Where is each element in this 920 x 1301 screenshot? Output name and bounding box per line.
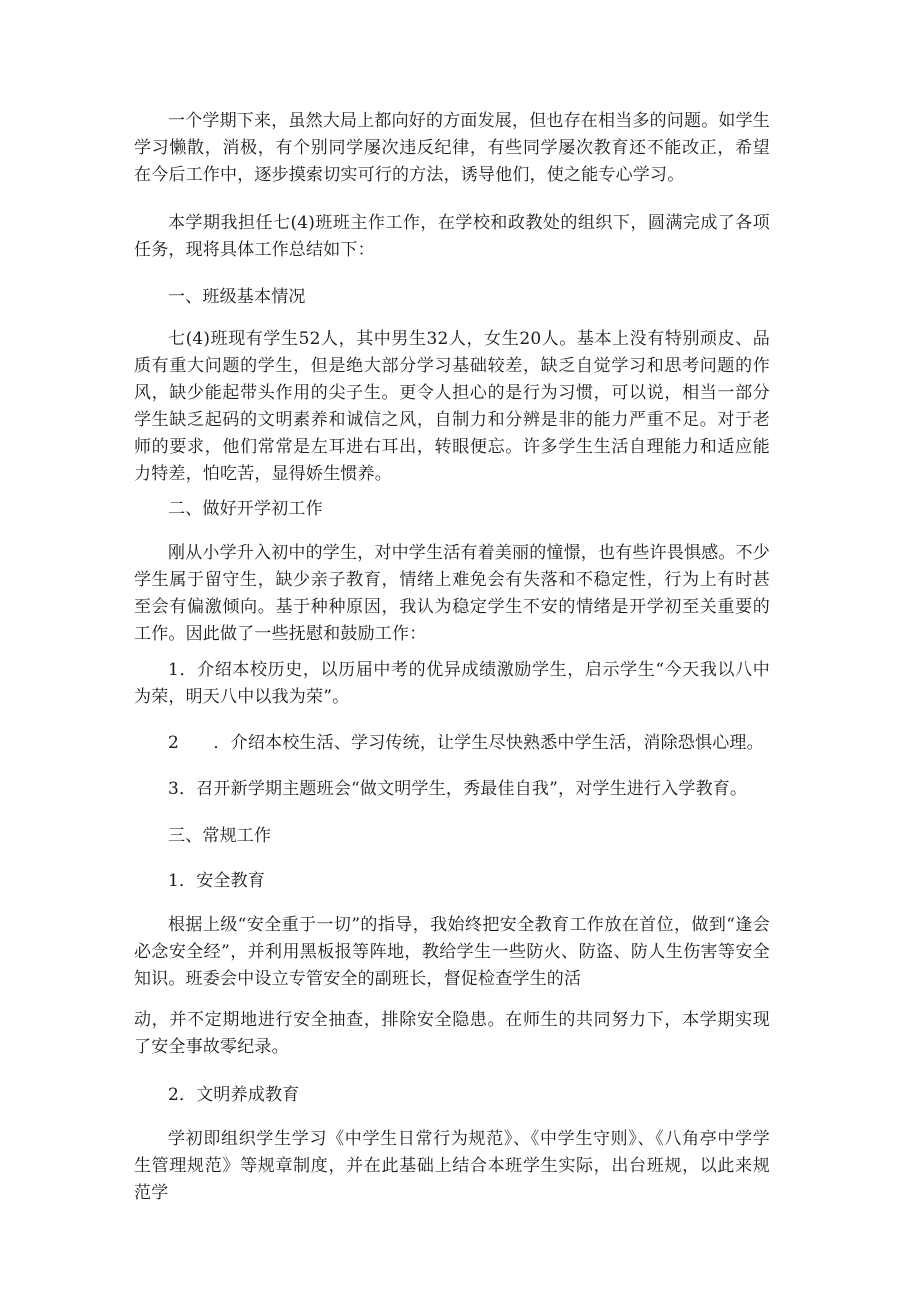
heading-class-basics: 一、班级基本情况 [168,287,306,307]
paragraph-class-basics: 七(4)班现有学生52人，其中男生32人，女生20人。基本上没有特别顽皮、品质有重大问题的学生，但是绝大部分学习基础较差，缺乏自觉学习和思考问题的作风，缺少能起带头作用的尖子生。更令人担心的是行为习惯，可以说，相当一部分学生缺乏起码的文明素养和诚信之风，自制力和分辨是非的能力严重不足。对于老师的要求，他们常常是左耳进右耳出，转眼便忘。许多学生生活自理能力和适应能力特差，怕吃苦，显得娇生惯养。 [134,329,770,484]
list-item-3: 3．召开新学期主题班会“做文明学生，秀最佳自我”，对学生进行入学教育。 [168,779,748,799]
paragraph-intro: 本学期我担任七(4)班班主作工作，在学校和政教处的组织下，圆满完成了各项任务，现将具体工作总结如下： [134,213,770,260]
paragraph-civility-education: 学初即组织学生学习《中学生日常行为规范》、《中学生守则》、《八角亭中学学生管理规范》等规章制度，并在此基础上结合本班学生实际，出台班规，以此来规范学 [134,1129,770,1203]
list-item-2: 2 ．介绍本校生活、学习传统，让学生尽快熟悉中学生活，消除恐惧心理。 [168,733,764,753]
subheading-civility-education: 2．文明养成教育 [168,1085,300,1105]
heading-routine-work: 三、常规工作 [168,826,272,846]
paragraph-semester-start: 刚从小学升入初中的学生，对中学生活有着美丽的憧憬，也有些许畏惧感。不少学生属于留守生，缺少亲子教育，情绪上难免会有失落和不稳定性，行为上有时甚至会有偏激倾向。基于种种原因，我认为稳定学生不安的情绪是开学初至关重要的工作。因此做了一些抚慰和鼓励工作： [134,543,770,644]
list-item-1: 1．介绍本校历史，以历届中考的优异成绩激励学生，启示学生“今天我以八中为荣，明天八中以我为荣”。 [134,660,770,707]
paragraph-safety-continued: 动，并不定期地进行安全抽查，排除安全隐患。在师生的共同努力下，本学期实现了安全事故零纪录。 [134,1010,770,1057]
heading-semester-start: 二、做好开学初工作 [168,499,323,519]
paragraph-safety-education: 根据上级“安全重于一切”的指导，我始终把安全教育工作放在首位，做到“逢会必念安全经”，并利用黑板报等阵地，教给学生一些防火、防盗、防人生伤害等安全知识。班委会中设立专管安全的副班长，督促检查学生的活 [134,915,770,989]
subheading-safety-education: 1．安全教育 [168,871,266,891]
paragraph-semester-summary: 一个学期下来，虽然大局上都向好的方面发展，但也存在相当多的问题。如学生学习懒散，消极，有个别同学屡次违反纪律，有些同学屡次教育还不能改正，希望在今后工作中，逐步摸索切实可行的方法，诱导他们，使之能专心学习。 [134,111,770,185]
